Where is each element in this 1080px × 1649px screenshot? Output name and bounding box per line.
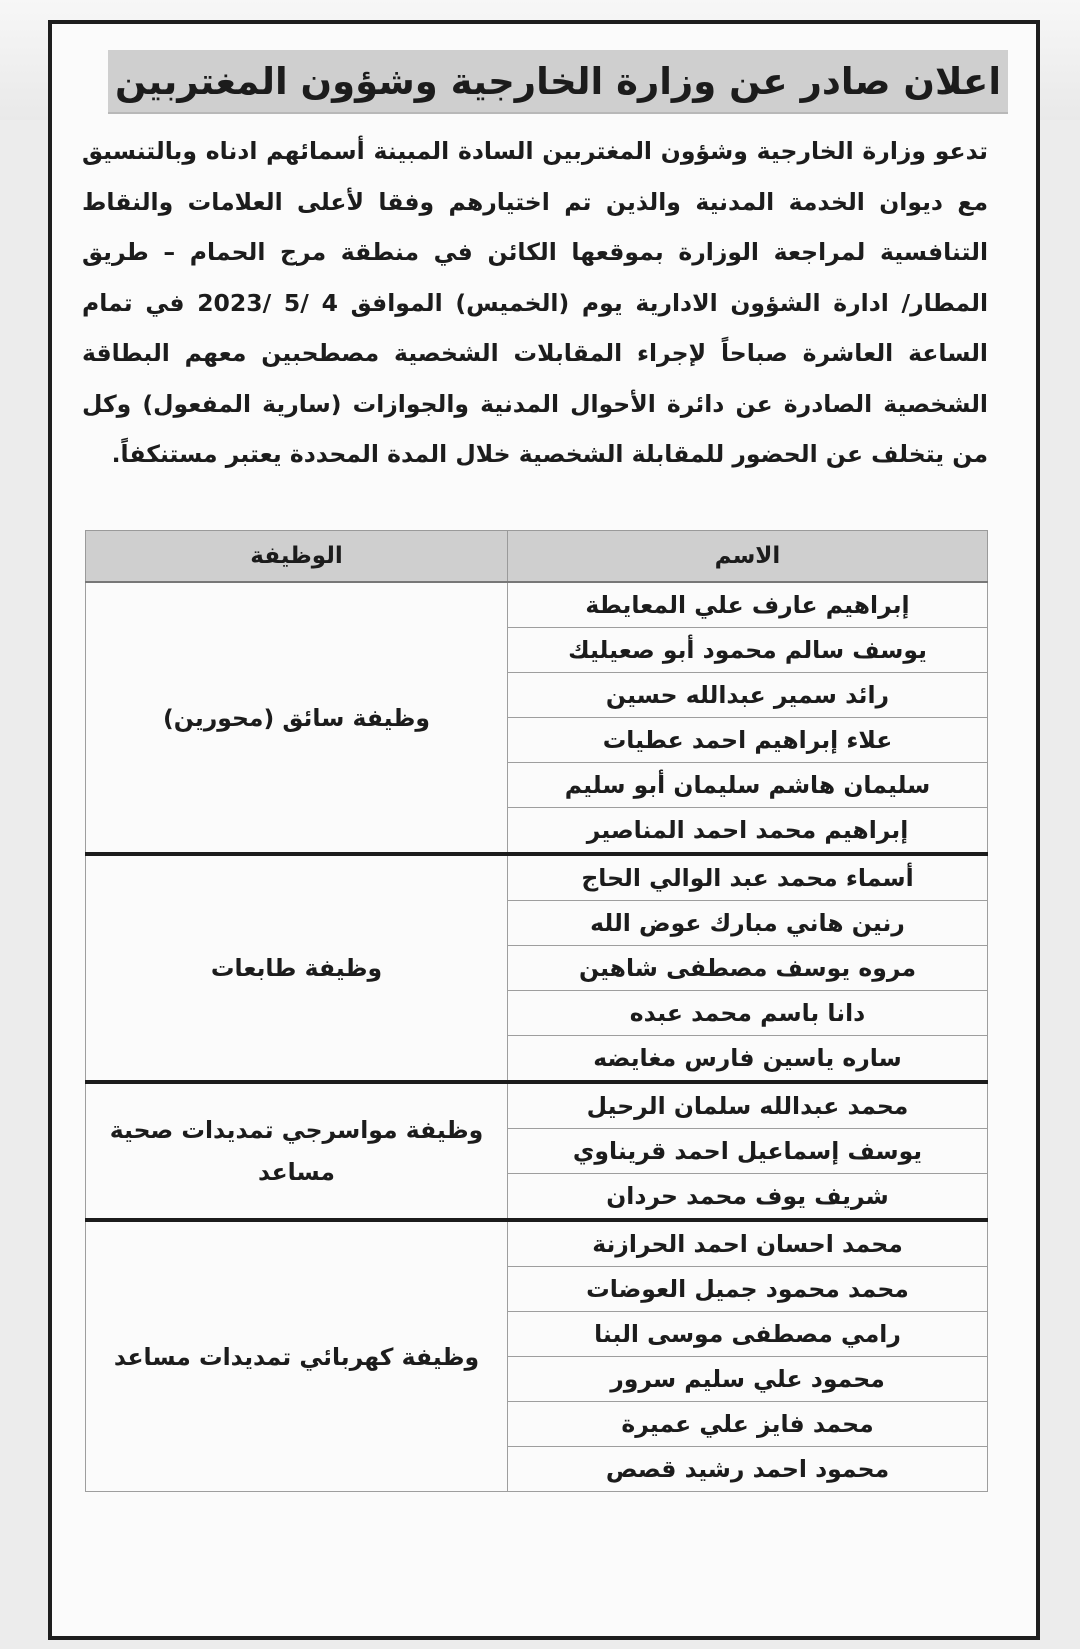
candidate-name: محمد محمود جميل العوضات — [508, 1267, 988, 1312]
candidate-name: يوسف إسماعيل احمد قريناوي — [508, 1129, 988, 1174]
candidate-name: شريف يوف محمد حردان — [508, 1174, 988, 1221]
candidate-name: رائد سمير عبدالله حسين — [508, 673, 988, 718]
announcement-title-text: اعلان صادر عن وزارة الخارجية وشؤون المغتربين — [114, 59, 1002, 103]
header-name: الاسم — [508, 531, 988, 583]
candidates-table — [85, 530, 988, 1492]
candidate-name: أسماء محمد عبد الوالي الحاج — [508, 854, 988, 901]
candidate-name: ساره ياسين فارس مغايضه — [508, 1036, 988, 1083]
candidate-name: رنين هاني مبارك عوض الله — [508, 901, 988, 946]
job-title: وظيفة كهربائي تمديدات مساعد — [86, 1220, 508, 1492]
table-body — [86, 582, 988, 1492]
candidate-name: محمود علي سليم سرور — [508, 1357, 988, 1402]
candidate-name: محمود احمد رشيد قصص — [508, 1447, 988, 1492]
table-row — [86, 1220, 988, 1267]
job-title: وظيفة طابعات — [86, 854, 508, 1082]
table-row — [86, 582, 988, 628]
announcement-title — [108, 50, 1008, 114]
candidate-name: دانا باسم محمد عبده — [508, 991, 988, 1036]
announcement-body: تدعو وزارة الخارجية وشؤون المغتربين السادة المبينة أسمائهم ادناه وبالتنسيق مع ديوان الخدمة المدنية والذين تم اختيارهم وفقا لأعلى العلامات والنقاط التنافسية لمراجعة الوزارة بموقعها الكائن في منطقة مرج الحمام – طريق المطار/ ادارة الشؤون الادارية يوم (الخميس) الموافق 4 /5 /2023 في تمام الساعة العاشرة صباحاً لإجراء المقابلات الشخصية مصطحبين معهم البطاقة الشخصية الصادرة عن دائرة الأحوال المدنية والجوازات (سارية المفعول) وكل من يتخلف عن الحضور للمقابلة الشخصية خلال المدة المحددة يعتبر مستنكفاً. — [82, 137, 989, 468]
announcement-document — [48, 20, 1040, 1640]
header-job: الوظيفة — [86, 531, 508, 583]
candidate-name: إبراهيم محمد احمد المناصير — [508, 808, 988, 855]
candidate-name: محمد عبدالله سلمان الرحيل — [508, 1082, 988, 1129]
candidate-name: مروه يوسف مصطفى شاهين — [508, 946, 988, 991]
table-row — [86, 1082, 988, 1129]
candidate-name: سليمان هاشم سليمان أبو سليم — [508, 763, 988, 808]
job-title: وظيفة مواسرجي تمديدات صحية مساعد — [86, 1082, 508, 1220]
candidate-name: محمد فايز علي عميرة — [508, 1402, 988, 1447]
candidate-name: إبراهيم عارف علي المعايطة — [508, 582, 988, 628]
candidate-name: يوسف سالم محمود أبو صعيليك — [508, 628, 988, 673]
table-row — [86, 854, 988, 901]
job-title: وظيفة سائق (محورين) — [86, 582, 508, 854]
table-header-row — [86, 531, 988, 583]
candidate-name: رامي مصطفى موسى البنا — [508, 1312, 988, 1357]
candidate-name: علاء إبراهيم احمد عطيات — [508, 718, 988, 763]
candidate-name: محمد احسان احمد الحرازنة — [508, 1220, 988, 1267]
